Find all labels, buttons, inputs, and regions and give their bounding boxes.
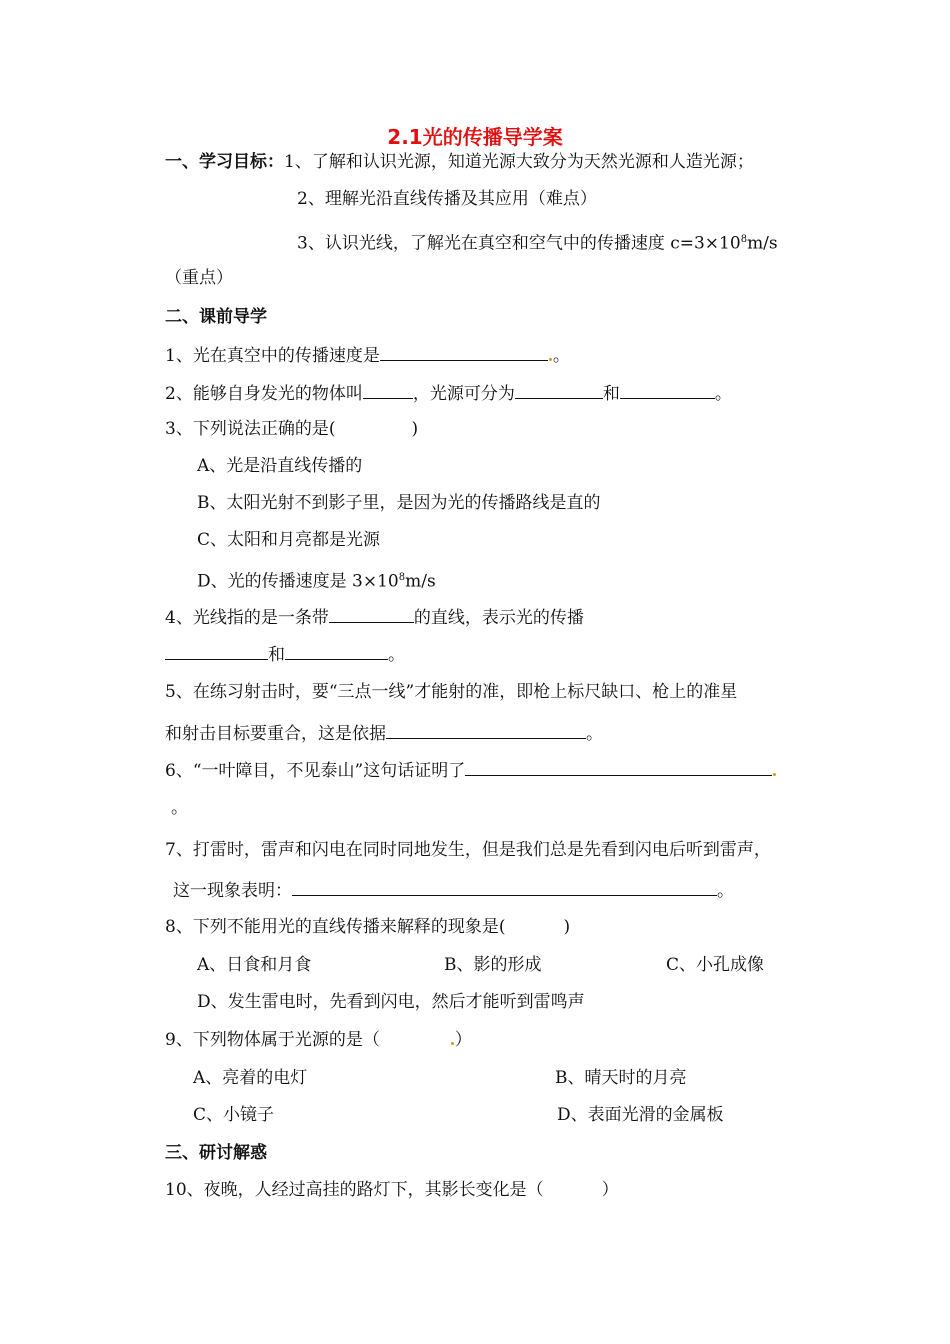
- question-9-option-d: D、表面光滑的金属板: [557, 1105, 724, 1125]
- question-8-text: 8、下列不能用光的直线传播来解释的现象是(: [165, 917, 506, 937]
- question-1-end: 。: [552, 346, 570, 366]
- question-10-text: 10、夜晚，人经过高挂的路灯下，其影长变化是（: [165, 1180, 544, 1200]
- question-8-option-c: C、小孔成像: [666, 955, 765, 975]
- question-3-option-d-exponent: 8: [398, 572, 406, 583]
- question-3-option-a: A、光是沿直线传播的: [197, 456, 363, 476]
- mark-dot: [451, 1042, 454, 1045]
- objectives-heading: 一、学习目标：: [165, 152, 284, 172]
- question-4: [165, 604, 584, 630]
- question-3-option-b: B、太阳光射不到影子里，是因为光的传播路线是直的: [197, 493, 601, 513]
- mark-dot: [773, 773, 776, 776]
- question-4-continued: [165, 641, 405, 667]
- question-9-close: ）: [454, 1030, 472, 1050]
- question-4-end: 。: [388, 645, 405, 665]
- objectives-line-1: [165, 150, 754, 174]
- question-1-text: 1、光在真空中的传播速度是: [165, 346, 380, 366]
- question-9-option-a: A、亮着的电灯: [193, 1068, 308, 1088]
- question-2: [165, 380, 732, 406]
- answer-blank[interactable]: [465, 757, 772, 776]
- answer-blank[interactable]: [165, 641, 268, 660]
- answer-blank[interactable]: [620, 380, 715, 399]
- question-8-option-d: D、发生雷电时，先看到闪电，然后才能听到雷鸣声: [197, 992, 585, 1012]
- question-10: [165, 1178, 619, 1202]
- question-4-mid2: 和: [268, 645, 285, 665]
- objective-3-exponent: 8: [740, 234, 748, 245]
- question-4-text: 4、光线指的是一条带: [165, 608, 329, 628]
- discussion-heading: 三、研讨解惑: [165, 1143, 267, 1163]
- question-6-end: 。: [171, 798, 188, 818]
- question-9-text: 9、下列物体属于光源的是（: [165, 1030, 380, 1050]
- question-3-close: ): [411, 419, 419, 439]
- question-7-end: 。: [717, 881, 734, 901]
- answer-blank[interactable]: [380, 342, 548, 361]
- question-2-end: 。: [714, 384, 732, 404]
- question-3-option-d: [197, 566, 436, 594]
- question-5-text: 和射击目标要重合，这是依据: [165, 724, 386, 744]
- question-6-text: 6、“一叶障目，不见泰山”这句话证明了: [165, 761, 466, 781]
- question-3-text: 3、下列说法正确的是(: [165, 419, 336, 439]
- answer-blank[interactable]: [386, 720, 586, 739]
- question-8: [165, 915, 570, 939]
- answer-blank[interactable]: [329, 604, 414, 623]
- question-10-close: ）: [601, 1180, 619, 1200]
- objective-3-unit: m/s: [747, 233, 778, 254]
- question-3: [165, 417, 418, 441]
- objective-3-text: 3、认识光线，了解光在真空和空气中的传播速度 c=3×10: [297, 233, 741, 254]
- question-9-option-c: C、小镜子: [193, 1105, 275, 1125]
- page-title: 2.1光的传播导学案: [387, 125, 563, 149]
- question-3-option-c: C、太阳和月亮都是光源: [197, 530, 381, 550]
- question-7-line-1: 7、打雷时，雷声和闪电在同时同地发生，但是我们总是先看到闪电后听到雷声，: [165, 840, 771, 860]
- objective-3: [297, 228, 778, 256]
- question-2-mid1: ，光源可分为: [412, 384, 515, 404]
- question-3-option-d-text: D、光的传播速度是 3×10: [197, 571, 399, 592]
- question-5-line-2: [165, 720, 603, 746]
- objective-3-continued: （重点）: [165, 268, 233, 288]
- mark-dot: [549, 358, 552, 361]
- question-6: [165, 757, 777, 783]
- question-5-end: 。: [586, 724, 603, 744]
- objective-2: 2、理解光沿直线传播及其应用（难点）: [297, 189, 597, 209]
- answer-blank[interactable]: [292, 877, 717, 896]
- question-4-mid: 的直线，表示光的传播: [413, 608, 584, 628]
- question-7-text: 这一现象表明：: [173, 881, 292, 901]
- question-5-line-1: 5、在练习射击时，要“三点一线”才能射的准，即枪上标尺缺口、枪上的准星: [165, 682, 738, 702]
- question-9: [165, 1028, 472, 1052]
- question-8-option-a: A、日食和月食: [197, 955, 312, 975]
- answer-blank[interactable]: [363, 380, 413, 399]
- question-8-close: ): [563, 917, 571, 937]
- question-8-option-b: B、影的形成: [444, 955, 542, 975]
- objective-1: 1、了解和认识光源，知道光源大致分为天然光源和人造光源；: [284, 152, 754, 172]
- question-1: [165, 342, 570, 368]
- preview-heading: 二、课前导学: [165, 307, 267, 327]
- question-3-option-d-unit: m/s: [405, 571, 436, 592]
- question-2-text: 2、能够自身发光的物体叫: [165, 384, 363, 404]
- answer-blank[interactable]: [285, 641, 388, 660]
- question-2-mid2: 和: [602, 384, 620, 404]
- question-9-option-b: B、晴天时的月亮: [555, 1068, 687, 1088]
- question-7-line-2: [173, 877, 734, 903]
- answer-blank[interactable]: [515, 380, 603, 399]
